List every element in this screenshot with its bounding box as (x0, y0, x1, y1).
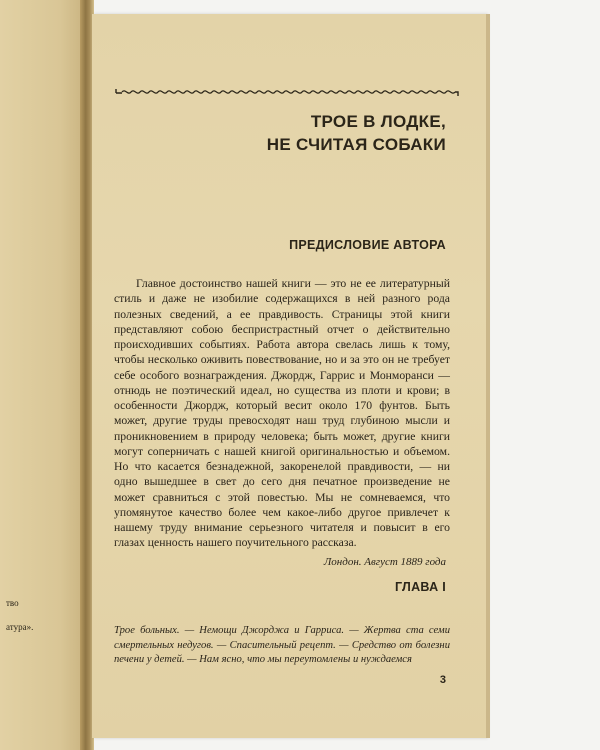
previous-page (0, 0, 86, 750)
page-edge (486, 14, 490, 738)
book-page (92, 14, 486, 738)
chapter-summary: Трое больных. — Немощи Джорджа и Гарриса. — Жертва ста семи смертельных недугов. — Спасительный рецепт. — Средство от болезни печени у детей. — Нам ясно, что мы переутомлены и нуждаемся (114, 625, 450, 665)
preface-body (114, 276, 450, 551)
previous-page-text-fragment: атура». (6, 622, 34, 632)
book-title-line: НЕ СЧИТАЯ СОБАКИ (266, 135, 446, 154)
chapter-heading: ГЛАВА I (394, 580, 446, 594)
preface-paragraph: Главное достоинство нашей книги — это не ее литературный стиль и даже не изобилие содержащихся в ней разного рода полезных сведений, а ее правдивость. Страницы этой книги представляют собою беспристрастный отчет о действительно происходивших событиях. Работа автора свелась лишь к тому, чтобы несколько оживить повествование, но и за это он не требует себе особого вознаграждения. Джордж, Гаррис и Монморанси — отнюдь не поэтический идеал, но существа из плоти и крови; в особенности Джордж, который весит около 170 фунтов. Быть может, другие труды превосходят наш труд глубиною мысли и проникновением в природу человека; быть может, другие книги могут соперничать с нашей книгой оригинальностью и объемом. Но что касается безнадежной, закоренелой правдивости, — ни одно вышедшее в свет до сего дня печатное произведение не может сравниться с этой повестью. Мы не сомневаемся, что упомянутое качество более чем какое-либо другое привлечет к нашему труду внимание серьезного читателя и повысит в его глазах ценность нашего поучительного рассказа. (114, 277, 450, 550)
book-title-line: ТРОЕ В ЛОДКЕ, (310, 112, 446, 131)
preface-heading: ПРЕДИСЛОВИЕ АВТОРА (289, 238, 446, 252)
decorative-ornament-line (114, 86, 460, 98)
book-title (267, 110, 446, 156)
page-number: 3 (439, 674, 446, 686)
preface-signature: Лондон. Август 1889 года (323, 556, 446, 568)
previous-page-text-fragment: тво (6, 598, 19, 608)
